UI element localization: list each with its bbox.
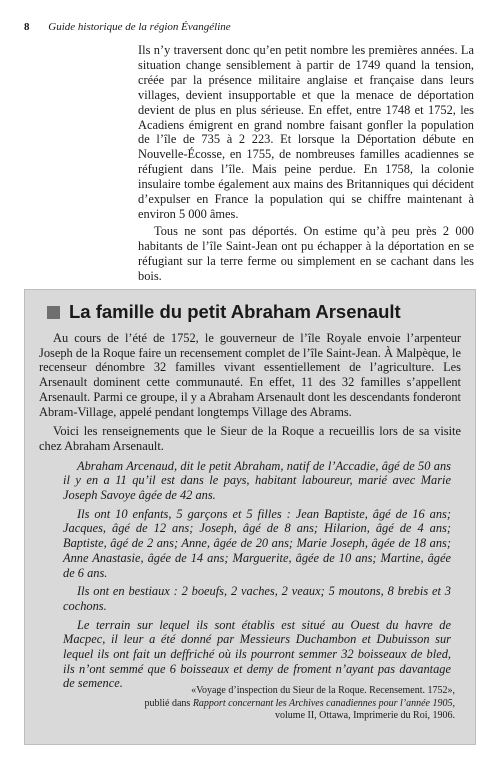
running-title: Guide historique de la région Évangéline [48,21,231,33]
citation-prefix: publié dans [144,697,193,709]
box-paragraph-2: Voici les renseignements que le Sieur de la Roque a recueillis lors de sa visite chez Abraham Arsenault. [39,424,461,453]
quote-paragraph: Ils ont en bestiaux : 2 boeufs, 2 vaches, 2 veaux; 5 moutons, 8 brebis et 3 cochons. [63,584,451,613]
citation-line-3: volume II, Ottawa, Imprimerie du Roi, 1906. [275,710,455,721]
page-number: 8 [24,21,30,33]
box-heading [47,301,401,323]
intro-paragraph-1: Ils n’y traversent donc qu’en petit nombre les premières années. La situation change sensiblement à partir de 1749 quand la tension, créée par la présence militaire anglaise et française dans leurs villages, devient insupportable et que la menace de déportation devient de plus en plus sérieuse. En effet, entre 1748 et 1752, les Acadiens émigrent en grand nombre faisant gonfler la population de l’île de 735 à 2 223. Et lorsque la Déportation débute en Nouvelle-Écosse, en 1755, de nombreuses familles acadiennes se réfugient dans l’île. Mais peine perdue. En 1758, la colonie insulaire tombe également aux mains des Britanniques qui décident d’expulser en France la population qui se chiffre maintenant à environ 5 000 âmes. [138,43,474,221]
intro-paragraph-2: Tous ne sont pas déportés. On estime qu’à peu près 2 000 habitants de l’île Saint-Jean ont pu échapper à la déportation en se réfugiant sur la terre ferme ou simplement en se cachant dans les bois. [138,223,474,283]
quote-paragraph: Le terrain sur lequel ils sont établis est situé au Ouest du havre de Macpec, il leur a été donné par Messieurs Duchambon et Dubuisson sur lequel ils ont fait un deffriché où ils pourront semmer 32 boisseaux de bled, ils n’ont semmé que 6 boisseaux et demy de froment n’ayant pas davantage de semence. [63,617,451,691]
census-quote [63,459,451,692]
intro-text [138,43,474,284]
box-title: La famille du petit Abraham Arsenault [69,301,401,322]
citation-line-1: «Voyage d’inspection du Sieur de la Roque. Recensement. 1752», [191,685,455,696]
box-body [39,331,461,691]
square-bullet-icon [47,306,60,319]
source-citation [125,685,455,723]
citation-publication: Rapport concernant les Archives canadiennes pour l’année 1905, [192,697,455,709]
box-paragraph-1: Au cours de l’été de 1752, le gouverneur de l’île Royale envoie l’arpenteur Joseph de la Roque faire un recensement complet de l’île Saint-Jean. À Malpèque, le recenseur dénombre 32 familles vivant essentiellement de l’agriculture. Les Arsenault dominent cette communauté. En effet, 11 des 32 familles s’appellent Arsenault. Parmi ce groupe, il y a Abraham Arsenault dont les descendants fonderont Abram-Village, appelé pendant longtemps Village des Abrams. [39,331,461,419]
sidebar-box [24,289,476,745]
citation-line-2 [125,698,455,711]
quote-paragraph: Ils ont 10 enfants, 5 garçons et 5 filles : Jean Baptiste, âgé de 16 ans; Jacques, âgé de 12 ans; Joseph, âgé de 8 ans; Hilarion, âgé de 4 ans; Baptiste, âgé de 2 ans; Anne, âgée de 20 ans; Marie Joseph, âgée de 18 ans; Anne Anastasie, âgée de 14 ans; Marguerite, âgée de 10 ans; Martine, âgée de 6 ans. [63,506,451,580]
running-header [24,20,476,34]
quote-paragraph: Abraham Arcenaud, dit le petit Abraham, natif de l’Accadie, âgé de 50 ans il y en a 11 qu’il est dans le pays, habitant laboureur, marié avec Marie Joseph Savoye âgée de 42 ans. [63,458,451,503]
